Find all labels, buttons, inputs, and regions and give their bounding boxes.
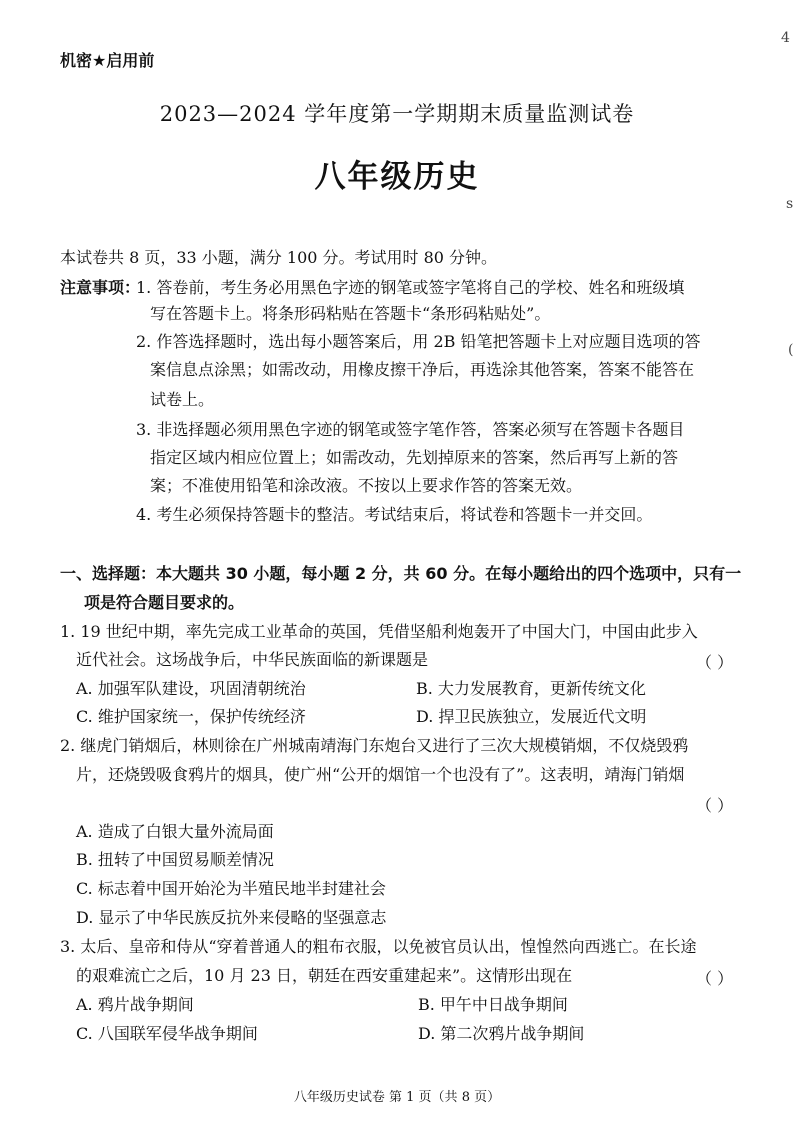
answer-paren: （ ） (696, 653, 734, 672)
option-b: B. 扭转了中国贸易顺差情况 (76, 850, 274, 869)
answer-paren: （ ） (696, 969, 734, 988)
option-c: C. 八国联军侵华战争期间 (76, 1024, 258, 1043)
option-a: A. 加强军队建设，巩固清朝统治 (76, 679, 306, 698)
subject-title: 八年级历史 (314, 159, 480, 195)
exam-title: 2023—2024 学年度第一学期期末质量监测试卷 (159, 102, 635, 126)
question-text: 1. 19 世纪中期，率先完成工业革命的英国，凭借坚船利炮轰开了中国大门，中国由此步入 (60, 622, 698, 641)
option-b: B. 大力发展教育，更新传统文化 (416, 679, 646, 698)
edge-mark: ( (788, 342, 794, 358)
note-line: 试卷上。 (150, 390, 215, 409)
question-text: 的艰难流亡之后，10 月 23 日，朝廷在西安重建起来”。这情形出现在 (76, 966, 573, 985)
section-heading: 项是符合题目要求的。 (84, 593, 245, 612)
question-text: 片，还烧毁吸食鸦片的烟具，使广州“公开的烟馆一个也没有了”。这表明，靖海门销烟 (76, 765, 685, 784)
option-d: D. 捍卫民族独立，发展近代文明 (416, 707, 647, 726)
option-c: C. 维护国家统一，保护传统经济 (76, 707, 306, 726)
note-line: 案信息点涂黑；如需改动，用橡皮擦干净后，再选涂其他答案，答案不能答在 (150, 360, 695, 379)
note-line: 1. 答卷前，考生务必用黑色字迹的钢笔或签字笔将自己的学校、姓名和班级填 (136, 278, 685, 297)
notes-label: 注意事项： (60, 278, 141, 297)
question-text: 近代社会。这场战争后，中华民族面临的新课题是 (76, 650, 429, 669)
note-line: 3. 非选择题必须用黑色字迹的钢笔或签字笔作答，答案必须写在答题卡各题目 (136, 420, 685, 439)
option-a: A. 造成了白银大量外流局面 (76, 822, 274, 841)
question-text: 3. 太后、皇帝和侍从“穿着普通人的粗布衣服，以免被官员认出，惶惶然向西逃亡。在长途 (60, 937, 697, 956)
page-footer: 八年级历史试卷 第 1 页（共 8 页） (293, 1090, 501, 1105)
option-c: C. 标志着中国开始沦为半殖民地半封建社会 (76, 879, 386, 898)
edge-mark: s (786, 196, 794, 212)
edge-mark: 4 (781, 30, 790, 46)
option-a: A. 鸦片战争期间 (76, 995, 194, 1014)
answer-paren: （ ） (696, 796, 734, 815)
option-b: B. 甲午中日战争期间 (418, 995, 568, 1014)
note-line: 指定区域内相应位置上；如需改动，先划掉原来的答案，然后再写上新的答 (150, 448, 679, 467)
option-d: D. 显示了中华民族反抗外来侵略的坚强意志 (76, 908, 387, 927)
note-line: 案；不准使用铅笔和涂改液。不按以上要求作答的答案无效。 (150, 476, 583, 495)
note-line: 写在答题卡上。将条形码粘贴在答题卡“条形码粘贴处”。 (150, 304, 551, 323)
section-heading: 一、选择题：本大题共 30 小题，每小题 2 分，共 60 分。在每小题给出的四个选项中，只有一 (60, 564, 742, 583)
option-d: D. 第二次鸦片战争期间 (418, 1024, 585, 1043)
exam-intro: 本试卷共 8 页，33 小题，满分 100 分。考试用时 80 分钟。 (60, 248, 498, 267)
note-line: 2. 作答选择题时，选出每小题答案后，用 2B 铅笔把答题卡上对应题目选项的答 (136, 332, 701, 351)
secret-label: 机密★启用前 (60, 51, 155, 70)
question-text: 2. 继虎门销烟后，林则徐在广州城南靖海门东炮台又进行了三次大规模销烟，不仅烧毁鸦 (60, 736, 689, 755)
note-line: 4. 考生必须保持答题卡的整洁。考试结束后，将试卷和答题卡一并交回。 (136, 505, 653, 524)
